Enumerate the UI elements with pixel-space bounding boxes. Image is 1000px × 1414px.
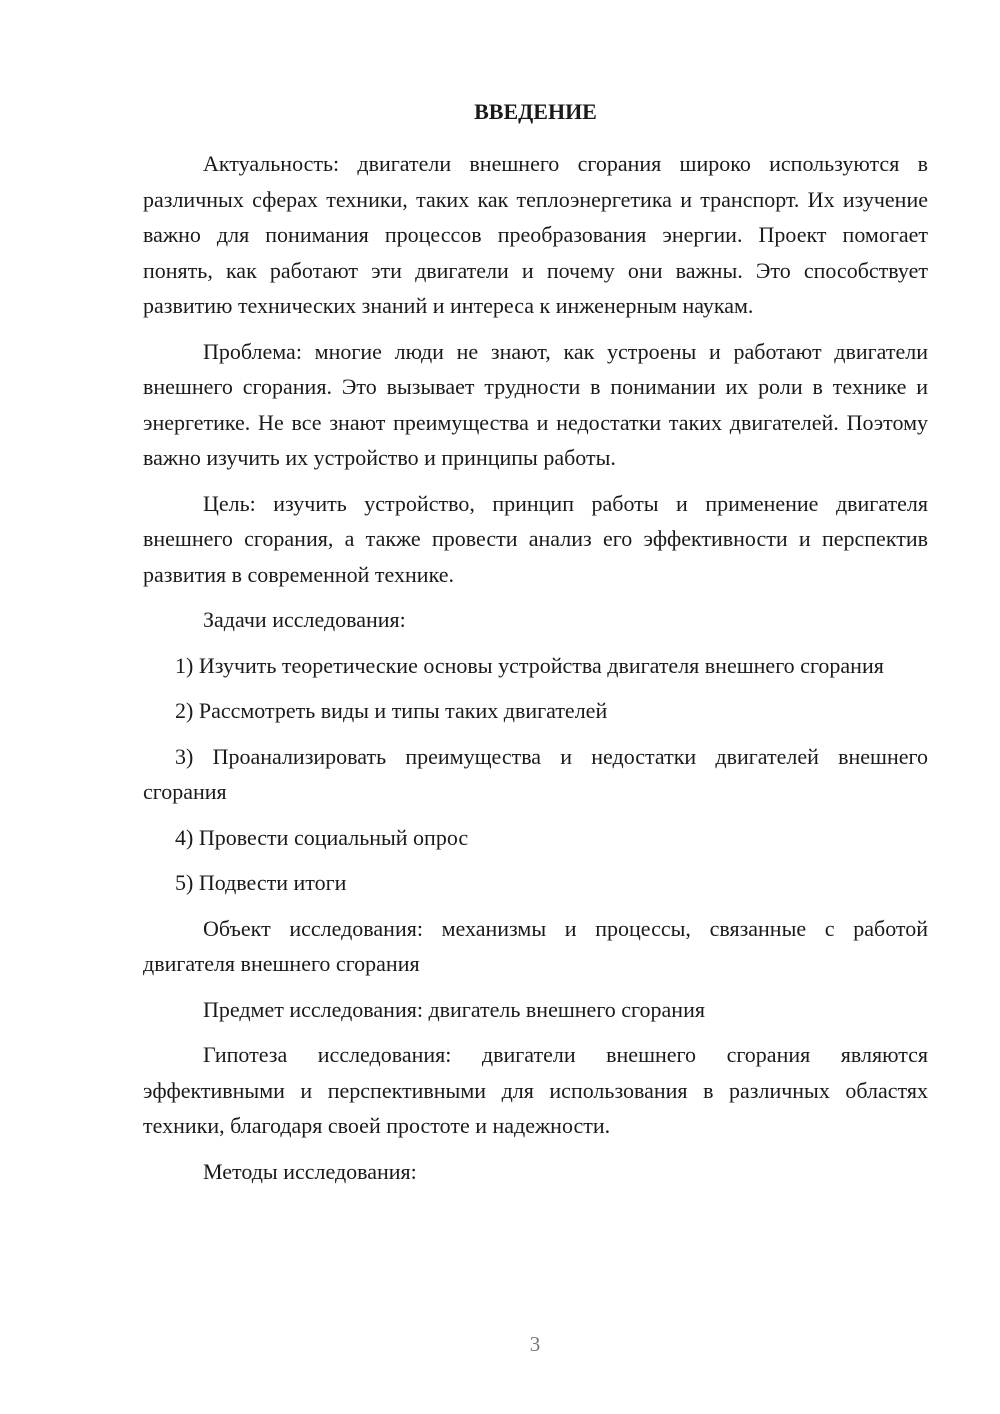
task-number: 3) — [175, 743, 194, 769]
goal-paragraph: Цель: изучить устройство, принцип работы и применение двигателя внешнего сгорания, а также провести анализ его эффективности и перспектив развития в современной технике. — [143, 490, 928, 587]
relevance-paragraph: Актуальность: двигатели внешнего сгорания широко используются в различных сферах техники, таких как теплоэнергетика и транспорт. Их изучение важно для понимания процессов преобразования энергии. Проект помогает понять, как работают эти двигатели и почему они важны. Это способствует развитию технических знаний и интереса к инженерным наукам. — [143, 151, 928, 318]
task-text: Подвести итоги — [198, 870, 347, 895]
task-text: Изучить теоретические основы устройства двигателя внешнего сгорания — [198, 652, 884, 678]
list-item — [143, 865, 928, 901]
list-item — [143, 820, 928, 856]
tasks-heading: Задачи исследования: — [203, 607, 406, 632]
task-number: 5) — [175, 870, 194, 895]
subject-paragraph: Предмет исследования: двигатель внешнего сгорания — [203, 996, 705, 1022]
methods-heading: Методы исследования: — [203, 1158, 417, 1184]
hypothesis-paragraph: Гипотеза исследования: двигатели внешнего сгорания являются эффективными и перспективными для использования в различных областях техники, благодаря своей простоте и надежности. — [143, 1042, 928, 1138]
list-item — [143, 739, 928, 810]
page-number: 3 — [529, 1332, 541, 1356]
task-text: Проанализировать преимущества и недостатки двигателей внешнего сгорания — [143, 743, 928, 804]
task-number: 1) — [175, 652, 194, 678]
task-text: Провести социальный опрос — [198, 824, 469, 850]
problem-paragraph: Проблема: многие люди не знают, как устроены и работают двигатели внешнего сгорания. Это вызывает трудности в понимании их роли в технике и энергетике. Не все знают преимущества и недостатки таких двигателей. Поэтому важно изучить их устройство и принципы работы. — [143, 338, 928, 470]
page-content — [143, 98, 928, 1199]
tasks-list — [143, 648, 928, 901]
object-paragraph: Объект исследования: механизмы и процессы, связанные с работой двигателя внешнего сгорания — [143, 915, 928, 976]
list-item — [143, 648, 928, 684]
list-item — [143, 693, 928, 729]
task-number: 4) — [175, 824, 194, 850]
page-title: ВВЕДЕНИЕ — [474, 99, 597, 124]
task-text: Рассмотреть виды и типы таких двигателей — [198, 698, 608, 723]
task-number: 2) — [175, 698, 194, 723]
